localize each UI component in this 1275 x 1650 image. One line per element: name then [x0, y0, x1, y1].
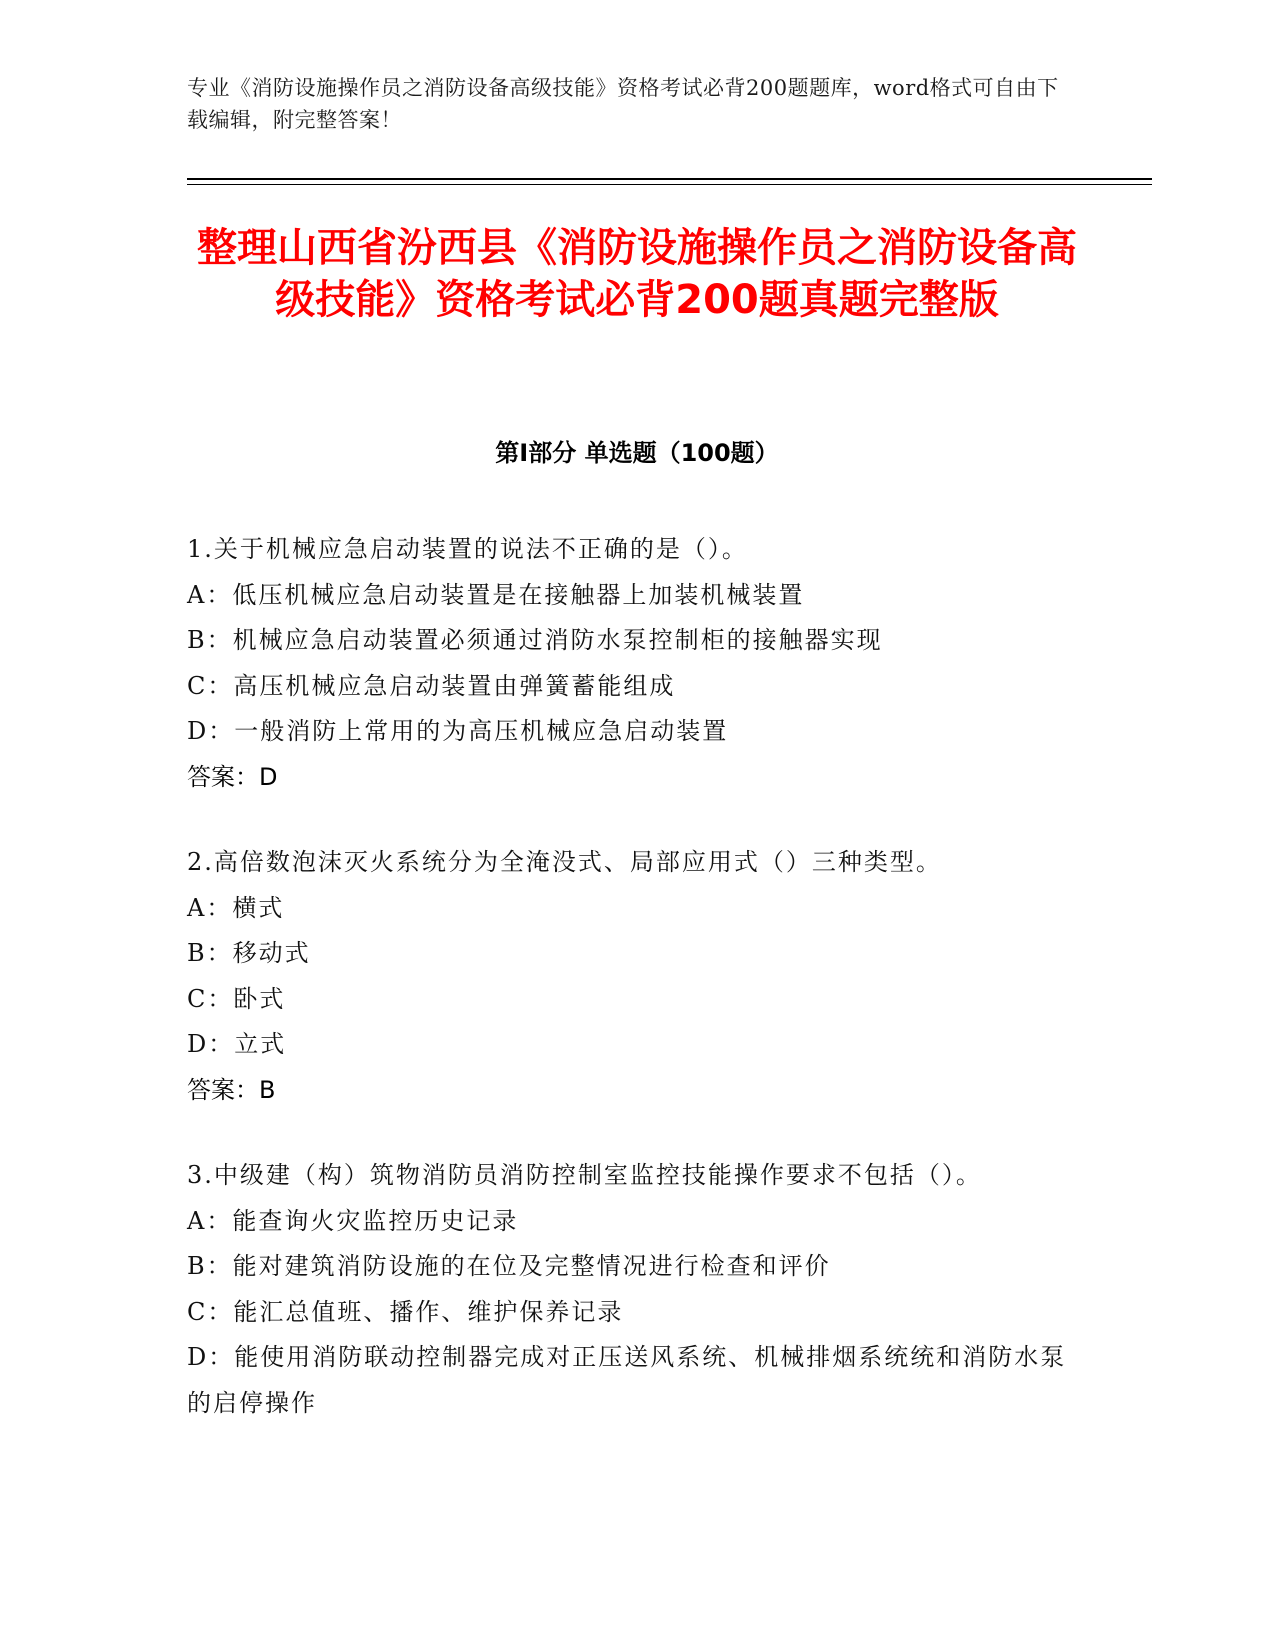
- option-a: A：低压机械应急启动装置是在接触器上加装机械装置: [187, 580, 805, 609]
- option-a: A：横式: [187, 893, 285, 922]
- header-note: 专业《消防设施操作员之消防设备高级技能》资格考试必背200题题库，word格式可自由下载编辑，附完整答案！: [187, 76, 1059, 132]
- question-list: [187, 527, 1067, 1466]
- question-2: [187, 840, 1067, 1113]
- question-3: [187, 1153, 1067, 1426]
- option-c: C：能汇总值班、播作、维护保养记录: [187, 1297, 624, 1326]
- question-stem: 1.关于机械应急启动装置的说法不正确的是（）。: [187, 535, 748, 563]
- option-d: D：一般消防上常用的为高压机械应急启动装置: [187, 717, 729, 745]
- answer: 答案：D: [187, 762, 278, 791]
- option-b: B：机械应急启动装置必须通过消防水泵控制柜的接触器实现: [187, 626, 883, 654]
- header-divider-thick: [187, 178, 1152, 180]
- option-c: C：卧式: [187, 984, 286, 1013]
- option-d: D：立式: [187, 1030, 287, 1058]
- option-c: C：高压机械应急启动装置由弹簧蓄能组成: [187, 671, 676, 700]
- question-1: [187, 527, 1067, 800]
- option-b: B：能对建筑消防设施的在位及完整情况进行检查和评价: [187, 1252, 831, 1280]
- document-title: 整理山西省汾西县《消防设施操作员之消防设备高级技能》资格考试必背200题真题完整版: [197, 225, 1077, 323]
- option-d: D：能使用消防联动控制器完成对正压送风系统、机械排烟系统统和消防水泵的启停操作: [187, 1343, 1067, 1417]
- option-a: A：能查询火灾监控历史记录: [187, 1206, 519, 1235]
- answer: 答案：B: [187, 1075, 276, 1104]
- section-heading: 第Ⅰ部分 单选题（100题）: [495, 439, 779, 467]
- header-divider-thin: [187, 184, 1152, 185]
- question-stem: 2.高倍数泡沫灭火系统分为全淹没式、局部应用式（）三种类型。: [187, 848, 942, 876]
- question-stem: 3.中级建（构）筑物消防员消防控制室监控技能操作要求不包括（）。: [187, 1161, 982, 1189]
- option-b: B：移动式: [187, 939, 311, 967]
